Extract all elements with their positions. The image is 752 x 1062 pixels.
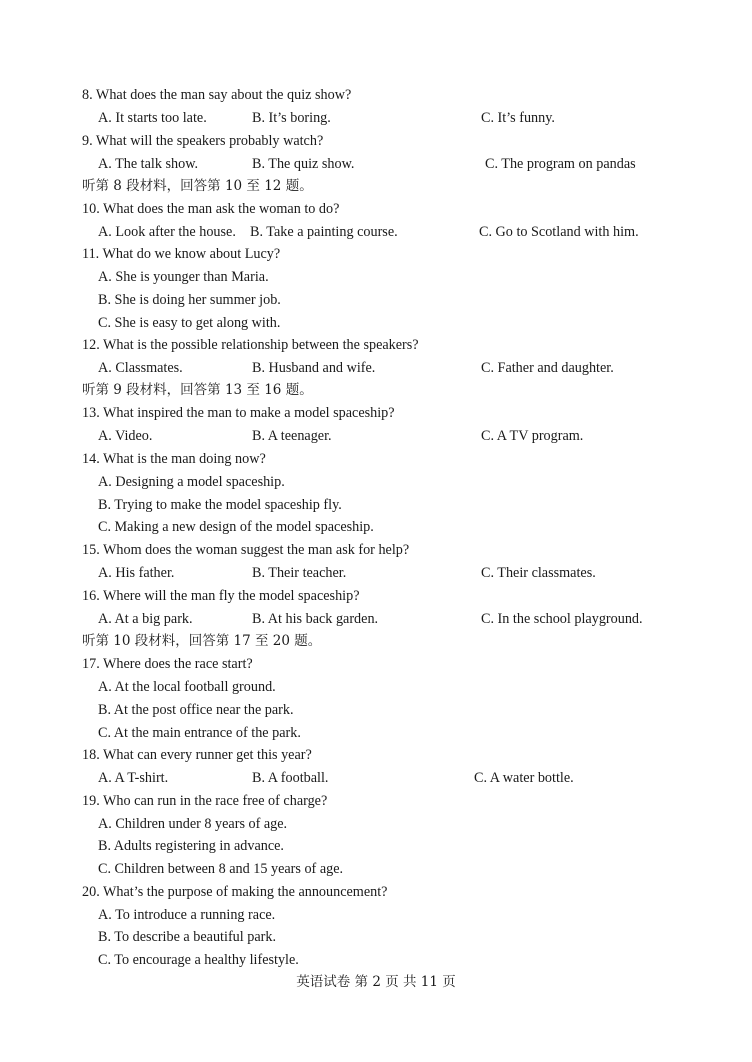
q9-option-b: B. The quiz show. — [252, 156, 355, 172]
q13-option-a: A. Video. — [98, 428, 153, 444]
section-heading-10: 听第 10 段材料，回答第 17 至 20 题。 — [82, 633, 322, 649]
question-15: 15. Whom does the woman suggest the man ask for help? — [82, 542, 410, 558]
q13-option-b: B. A teenager. — [252, 428, 332, 444]
q10-option-b: B. Take a painting course. — [250, 224, 398, 240]
q19-option-a: A. Children under 8 years of age. — [98, 816, 288, 832]
q14-option-a: A. Designing a model spaceship. — [98, 474, 285, 490]
q17-option-a: A. At the local football ground. — [98, 679, 276, 695]
q18-option-a: A. A T-shirt. — [98, 770, 169, 786]
question-16: 16. Where will the man fly the model spaceship? — [82, 588, 360, 604]
question-17: 17. Where does the race start? — [82, 656, 253, 672]
question-20: 20. What’s the purpose of making the announcement? — [82, 884, 388, 900]
q16-option-c: C. In the school playground. — [481, 611, 643, 627]
q19-option-c: C. Children between 8 and 15 years of age. — [98, 861, 344, 877]
q8-option-b: B. It’s boring. — [252, 110, 331, 126]
question-18: 18. What can every runner get this year? — [82, 747, 312, 763]
question-9: 9. What will the speakers probably watch? — [82, 133, 324, 149]
q20-option-b: B. To describe a beautiful park. — [98, 929, 277, 945]
question-12: 12. What is the possible relationship between the speakers? — [82, 337, 419, 353]
q17-option-c: C. At the main entrance of the park. — [98, 725, 301, 741]
q15-option-b: B. Their teacher. — [252, 565, 347, 581]
question-11: 11. What do we know about Lucy? — [82, 246, 281, 262]
q16-option-b: B. At his back garden. — [252, 611, 379, 627]
q10-option-a: A. Look after the house. — [98, 224, 236, 240]
q11-option-c: C. She is easy to get along with. — [98, 315, 281, 331]
section-heading-9: 听第 9 段材料，回答第 13 至 16 题。 — [82, 382, 313, 398]
question-10: 10. What does the man ask the woman to do? — [82, 201, 340, 217]
q11-option-a: A. She is younger than Maria. — [98, 269, 269, 285]
q12-option-b: B. Husband and wife. — [252, 360, 376, 376]
q14-option-c: C. Making a new design of the model spaceship. — [98, 519, 374, 535]
question-19: 19. Who can run in the race free of charge? — [82, 793, 328, 809]
q13-option-c: C. A TV program. — [481, 428, 584, 444]
q15-option-c: C. Their classmates. — [481, 565, 596, 581]
q8-option-a: A. It starts too late. — [98, 110, 207, 126]
q19-option-b: B. Adults registering in advance. — [98, 838, 284, 854]
page-footer: 英语试卷 第 2 页 共 11 页 — [296, 974, 456, 990]
question-8: 8. What does the man say about the quiz show? — [82, 87, 352, 103]
q16-option-a: A. At a big park. — [98, 611, 193, 627]
q8-option-c: C. It’s funny. — [481, 110, 555, 126]
q18-option-c: C. A water bottle. — [474, 770, 574, 786]
q17-option-b: B. At the post office near the park. — [98, 702, 294, 718]
q9-option-c: C. The program on pandas — [485, 156, 636, 172]
q11-option-b: B. She is doing her summer job. — [98, 292, 281, 308]
q14-option-b: B. Trying to make the model spaceship fly. — [98, 497, 342, 513]
section-heading-8: 听第 8 段材料，回答第 10 至 12 题。 — [82, 178, 313, 194]
q9-option-a: A. The talk show. — [98, 156, 199, 172]
q20-option-c: C. To encourage a healthy lifestyle. — [98, 952, 299, 968]
question-14: 14. What is the man doing now? — [82, 451, 266, 467]
q18-option-b: B. A football. — [252, 770, 329, 786]
q12-option-a: A. Classmates. — [98, 360, 183, 376]
q15-option-a: A. His father. — [98, 565, 175, 581]
q20-option-a: A. To introduce a running race. — [98, 907, 276, 923]
question-13: 13. What inspired the man to make a model spaceship? — [82, 405, 395, 421]
q12-option-c: C. Father and daughter. — [481, 360, 614, 376]
q10-option-c: C. Go to Scotland with him. — [479, 224, 639, 240]
